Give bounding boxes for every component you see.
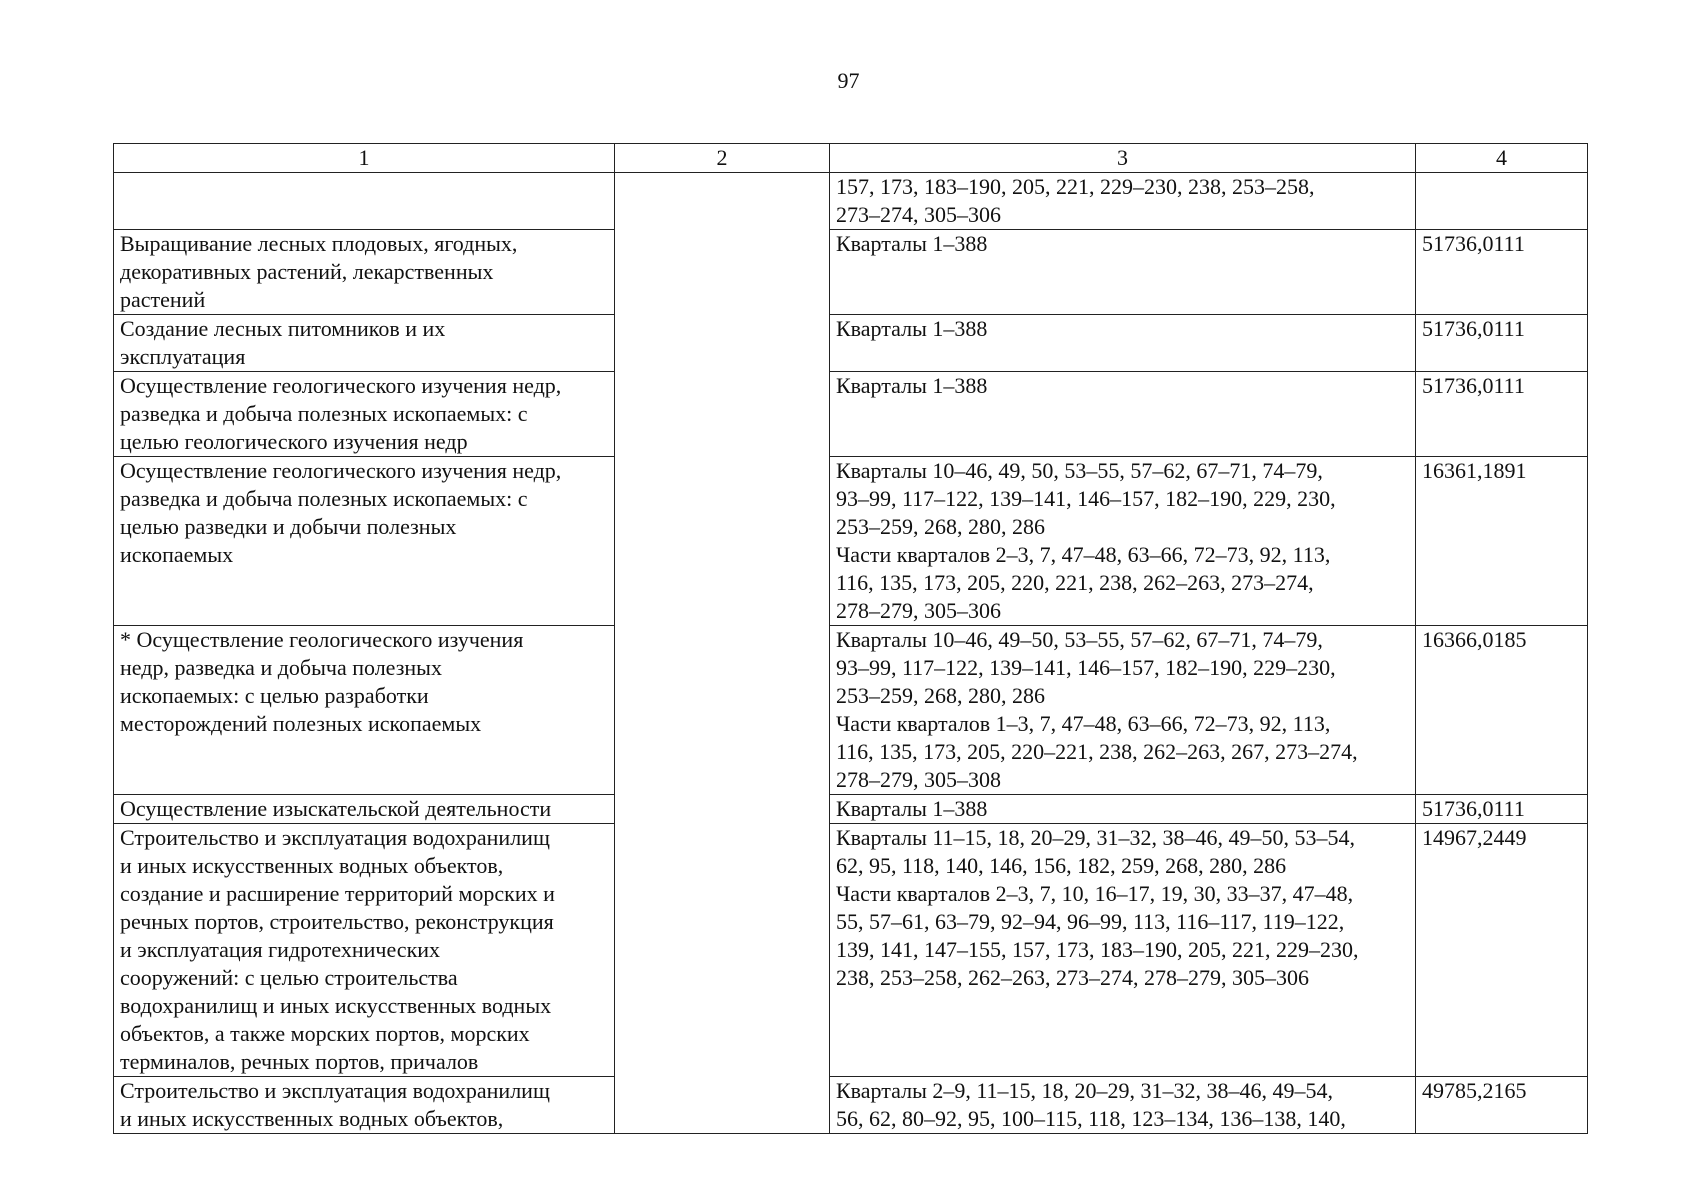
activity-cell: Осуществление изыскательской деятельности [114,795,615,824]
activity-cell: Строительство и эксплуатация водохранилищ и иных искусственных водных объектов, [114,1077,615,1134]
table-row [114,372,1588,457]
quarters-cell: Кварталы 10–46, 49, 50, 53–55, 57–62, 67–71, 74–79, 93–99, 117–122, 139–141, 146–157, 182–190, 229, 230, 253–259, 268, 280, 286 Части кварталов 2–3, 7, 47–48, 63–66, 72–73, 92, 113, 116, 135, 173, 205, 220, 221, 238, 262–263, 273–274, 278–279, 305–306 [830,457,1416,626]
table-row [114,315,1588,372]
area-cell: 16366,0185 [1416,626,1588,795]
table-row [114,457,1588,626]
table-row [114,230,1588,315]
activity-cell [114,173,615,230]
quarters-cell: Кварталы 1–388 [830,230,1416,315]
activity-cell: Выращивание лесных плодовых, ягодных, декоративных растений, лекарственных растений [114,230,615,315]
area-cell: 14967,2449 [1416,824,1588,1077]
table-row [114,626,1588,795]
activity-cell: * Осуществление геологического изучения недр, разведка и добыча полезных ископаемых: с целью разработки месторождений полезных ископаемых [114,626,615,795]
activity-cell: Осуществление геологического изучения недр, разведка и добыча полезных ископаемых: с целью геологического изучения недр [114,372,615,457]
area-cell: 16361,1891 [1416,457,1588,626]
quarters-cell: Кварталы 1–388 [830,795,1416,824]
area-cell: 51736,0111 [1416,315,1588,372]
area-cell: 51736,0111 [1416,230,1588,315]
column-header-3: 3 [830,144,1416,173]
table-row [114,824,1588,1077]
area-cell: 49785,2165 [1416,1077,1588,1134]
table-header-row [114,144,1588,173]
data-table [113,143,1588,1134]
activity-cell: Создание лесных питомников и их эксплуатация [114,315,615,372]
column-header-2: 2 [615,144,830,173]
column-header-4: 4 [1416,144,1588,173]
table-row [114,173,1588,230]
table-row [114,1077,1588,1134]
area-cell [1416,173,1588,230]
column-header-1: 1 [114,144,615,173]
quarters-cell: Кварталы 1–388 [830,372,1416,457]
quarters-cell: Кварталы 11–15, 18, 20–29, 31–32, 38–46, 49–50, 53–54, 62, 95, 118, 140, 146, 156, 182, 259, 268, 280, 286 Части кварталов 2–3, 7, 10, 16–17, 19, 30, 33–37, 47–48, 55, 57–61, 63–79, 92–94, 96–99, 113, 116–117, 119–122, 139, 141, 147–155, 157, 173, 183–190, 205, 221, 229–230, 238, 253–258, 262–263, 273–274, 278–279, 305–306 [830,824,1416,1077]
area-cell: 51736,0111 [1416,372,1588,457]
activity-cell: Осуществление геологического изучения недр, разведка и добыча полезных ископаемых: с целью разведки и добычи полезных ископаемых [114,457,615,626]
page-number: 97 [837,68,860,93]
quarters-cell: 157, 173, 183–190, 205, 221, 229–230, 238, 253–258, 273–274, 305–306 [830,173,1416,230]
table-row [114,795,1588,824]
quarters-cell: Кварталы 2–9, 11–15, 18, 20–29, 31–32, 38–46, 49–54, 56, 62, 80–92, 95, 100–115, 118, 123–134, 136–138, 140, [830,1077,1416,1134]
column-2-merged-cell [615,173,830,1134]
quarters-cell: Кварталы 1–388 [830,315,1416,372]
quarters-cell: Кварталы 10–46, 49–50, 53–55, 57–62, 67–71, 74–79, 93–99, 117–122, 139–141, 146–157, 182–190, 229–230, 253–259, 268, 280, 286 Части кварталов 1–3, 7, 47–48, 63–66, 72–73, 92, 113, 116, 135, 173, 205, 220–221, 238, 262–263, 267, 273–274, 278–279, 305–308 [830,626,1416,795]
activity-cell: Строительство и эксплуатация водохранилищ и иных искусственных водных объектов, создание и расширение территорий морских и речных портов, строительство, реконструкция и эксплуатация гидротехнических сооружений: с целью строительства водохранилищ и иных искусственных водных объектов, а также морских портов, морских терминалов, речных портов, причалов [114,824,615,1077]
area-cell: 51736,0111 [1416,795,1588,824]
